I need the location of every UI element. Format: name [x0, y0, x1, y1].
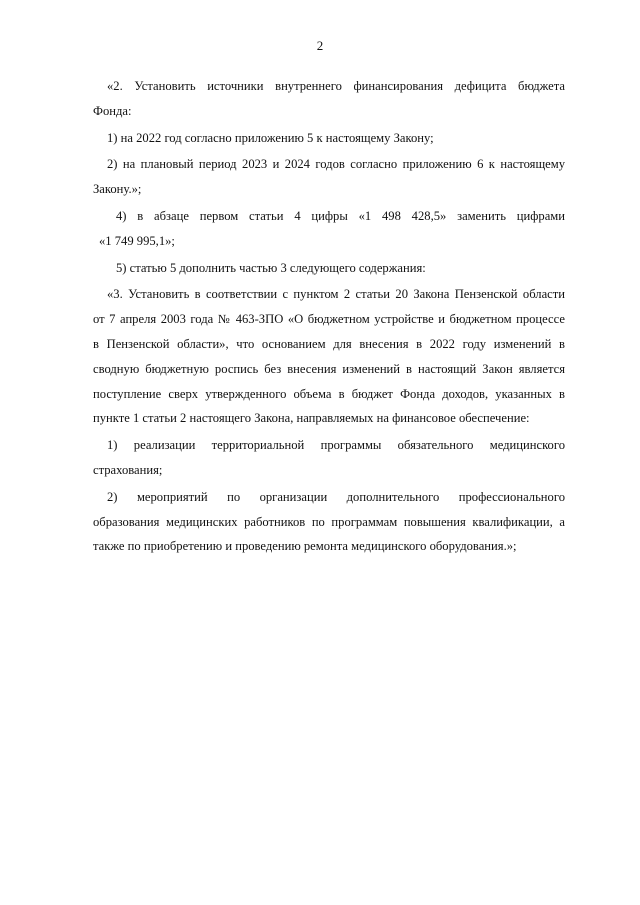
paragraph-line: в Пензенской области», что основанием для внесения в 2022 году изменений в	[93, 336, 565, 351]
paragraph-8	[93, 485, 565, 559]
paragraph-line: 1) на 2022 год согласно приложению 5 к настоящему Закону;	[107, 130, 434, 145]
paragraph-4	[93, 204, 565, 254]
page-number: 2	[316, 38, 324, 53]
paragraph-5	[93, 256, 565, 281]
paragraph-line: сводную бюджетную роспись без внесения изменений в настоящий Закон является	[93, 361, 565, 376]
paragraph-line: страхования;	[93, 462, 163, 477]
paragraph-2	[93, 126, 565, 151]
paragraph-line: «2. Установить источники внутреннего финансирования дефицита бюджета	[107, 79, 565, 93]
paragraph-1	[93, 74, 565, 124]
paragraph-line: 4) в абзаце первом статьи 4 цифры «1 498 428,5» заменить цифрами	[116, 208, 565, 223]
paragraph-line: «1 749 995,1»;	[99, 233, 175, 248]
paragraph-line: 5) статью 5 дополнить частью 3 следующего содержания:	[116, 260, 426, 275]
paragraph-line: образования медицинских работников по программам повышения квалификации, а	[93, 514, 565, 529]
paragraph-3	[93, 152, 565, 202]
paragraph-line: 2) мероприятий по организации дополнительного профессионального	[107, 489, 565, 504]
paragraph-7	[93, 433, 565, 483]
paragraph-line: «3. Установить в соответствии с пунктом 2 статьи 20 Закона Пензенской области	[107, 287, 565, 302]
paragraph-line: Закону.»;	[93, 182, 142, 197]
paragraph-line: 1) реализации территориальной программы обязательного медицинского	[107, 438, 565, 453]
paragraph-line: Фонда:	[93, 103, 132, 118]
paragraph-line: поступление сверх утвержденного объема в бюджет Фонда доходов, указанных в	[93, 386, 565, 401]
paragraph-line: от 7 апреля 2003 года № 463-ЗПО «О бюджетном устройстве и бюджетном процессе	[93, 312, 565, 327]
document-body	[93, 74, 565, 559]
paragraph-line: пункте 1 статьи 2 настоящего Закона, направляемых на финансовое обеспечение:	[93, 411, 530, 426]
paragraph-line: 2) на плановый период 2023 и 2024 годов согласно приложению 6 к настоящему	[107, 157, 565, 172]
paragraph-6	[93, 282, 565, 431]
paragraph-line: также по приобретению и проведению ремонта медицинского оборудования.»;	[93, 539, 517, 554]
